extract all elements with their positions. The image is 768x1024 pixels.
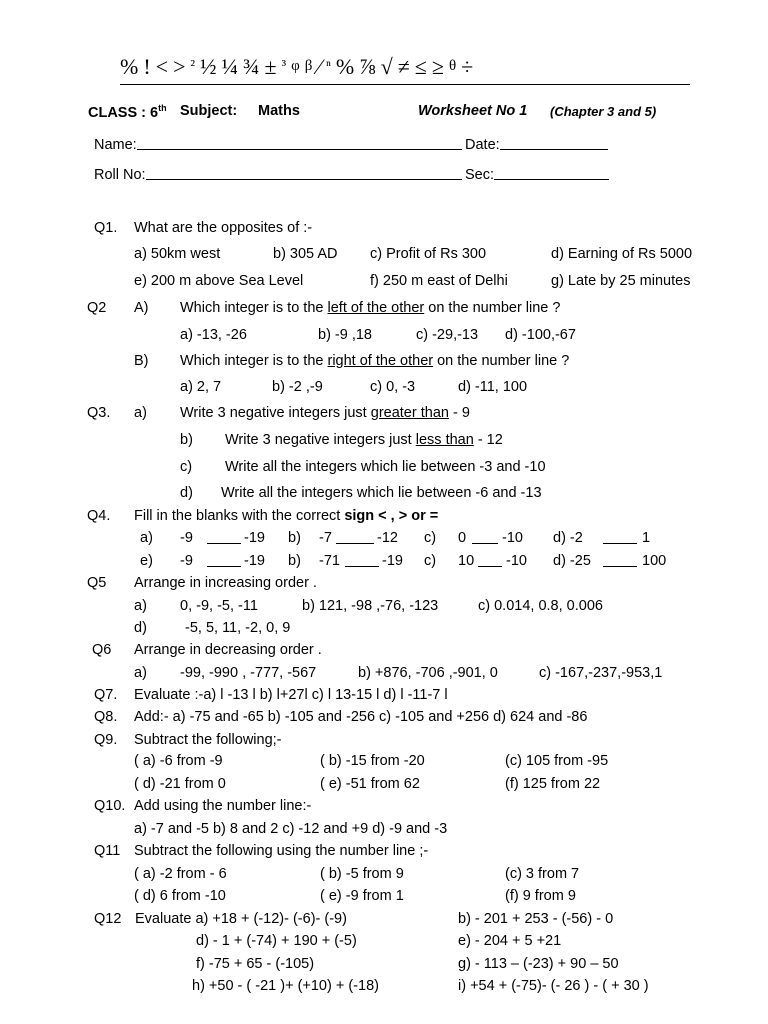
q2-number: Q2 [87,300,107,316]
q1-option-b: b) 305 AD [273,246,338,262]
q4-r2-d-right: 100 [642,553,667,569]
q6-a: -99, -990 , -777, -567 [180,665,317,681]
symbol-glyph: % [335,54,356,79]
q9-e: ( e) -51 from 62 [320,776,420,792]
symbol-glyph: % [120,54,140,79]
symbol-glyph: ¾ [243,54,261,79]
q4-r2-b-left: -71 [319,553,340,569]
q4-r2-c-right: -10 [506,553,527,569]
q5-text: Arrange in increasing order . [134,575,317,591]
subject-label: Subject: [180,103,238,119]
subject-value: Maths [258,103,300,119]
symbol-glyph: ≤ [414,54,428,79]
q9-b: ( b) -15 from -20 [320,753,425,769]
q1-option-a: a) 50km west [134,246,221,262]
q6-number: Q6 [92,642,112,658]
q7-text: Evaluate :-a) l -13 l b) l+27l c) l 13-15 l d) l -11-7 l [134,687,448,703]
q4-r1-c-right: -10 [502,530,523,546]
q3-b-text: Write 3 negative integers just less than - 12 [225,432,503,448]
q4-r1-b-label: b) [288,530,301,546]
roll-field: Roll No: [94,167,462,183]
q4-r2-e-blank [207,554,241,570]
symbol-glyph: ⁿ [326,58,332,74]
q5-d: -5, 5, 11, -2, 0, 9 [185,620,291,636]
q4-r2-c-left: 10 [458,553,475,569]
q1-option-g: g) Late by 25 minutes [551,273,691,289]
q3-d-text: Write all the integers which lie between -6 and -13 [221,485,542,501]
q9-text: Subtract the following;- [134,732,282,748]
q4-r1-a-right: -19 [244,530,265,546]
sec-field: Sec: [465,167,609,183]
q12-h: h) +50 - ( -21 )+ (+10) + (-18) [192,978,379,994]
q2-part-b-label: B) [134,353,149,369]
q10-sub: a) -7 and -5 b) 8 and 2 c) -12 and +9 d) -9 and -3 [134,821,448,837]
q1-option-f: f) 250 m east of Delhi [370,273,508,289]
q3-b-label: b) [180,432,193,448]
q2-b-option-a: a) 2, 7 [180,379,222,395]
symbol-glyph: ¼ [221,54,239,79]
q5-a: 0, -9, -5, -11 [180,598,258,614]
symbol-glyph: ⅞ [359,54,377,79]
q2-a-option-a: a) -13, -26 [180,327,247,343]
q4-r2-e-left: -9 [180,553,193,569]
q4-r1-a-label: a) [140,530,153,546]
q2-part-a-text: Which integer is to the left of the other on the number line ? [180,300,561,316]
q2-part-b-text: Which integer is to the right of the other on the number line ? [180,353,570,369]
q4-text: Fill in the blanks with the correct sign < , > or = [134,508,439,524]
symbol-glyph: ± [264,54,278,79]
q2-b-option-d: d) -11, 100 [458,379,528,395]
date-field: Date: [465,137,608,153]
q4-r1-d-blank [603,531,637,547]
symbol-glyph: > [173,54,187,79]
symbol-glyph: < [155,54,170,79]
q3-number: Q3. [87,405,111,421]
symbol-glyph: ² [190,58,196,74]
q2-b-option-b: b) -2 ,-9 [272,379,323,395]
q4-r1-d-right: 1 [642,530,651,546]
symbol-header [120,54,690,85]
q11-c: (c) 3 from 7 [505,866,580,882]
q2-b-option-c: c) 0, -3 [370,379,416,395]
q4-r1-c-blank [472,531,498,547]
symbol-glyph: ½ [200,54,218,79]
q4-r1-a-blank [207,531,241,547]
q2-a-option-c: c) -29,-13 [416,327,479,343]
q9-a: ( a) -6 from -9 [134,753,223,769]
symbol-glyph: β [304,58,314,74]
q12-number: Q12 [94,911,122,927]
q10-text: Add using the number line:- [134,798,312,814]
q1-option-e: e) 200 m above Sea Level [134,273,304,289]
name-field: Name: [94,137,462,153]
q11-a: ( a) -2 from - 6 [134,866,227,882]
q11-number: Q11 [94,843,121,859]
q4-r2-c-blank [478,554,502,570]
q6-a-label: a) [134,665,147,681]
q5-d-label: d) [134,620,147,636]
q2-part-a-label: A) [134,300,149,316]
q8-text: Add:- a) -75 and -65 b) -105 and -256 c) -105 and +256 d) 624 and -86 [134,709,588,725]
q3-a-text: Write 3 negative integers just greater than - 9 [180,405,470,421]
q4-r1-c-label: c) [424,530,437,546]
symbol-glyph: ≠ [397,54,411,79]
q8-number: Q8. [94,709,118,725]
q12-i: i) +54 + (-75)- (- 26 ) - ( + 30 ) [458,978,649,994]
q1-number: Q1. [94,220,118,236]
q12-d: d) - 1 + (-74) + 190 + (-5) [196,933,357,949]
q12-a: Evaluate a) +18 + (-12)- (-6)- (-9) [135,911,347,927]
q6-text: Arrange in decreasing order . [134,642,322,658]
q4-r2-b-blank [345,554,379,570]
q4-r1-b-left: -7 [319,530,332,546]
q4-r1-b-right: -12 [377,530,398,546]
q1-option-c: c) Profit of Rs 300 [370,246,487,262]
q5-b: b) 121, -98 ,-76, -123 [302,598,439,614]
q2-a-option-b: b) -9 ,18 [318,327,372,343]
q11-b: ( b) -5 from 9 [320,866,404,882]
q9-c: (c) 105 from -95 [505,753,609,769]
q5-c: c) 0.014, 0.8, 0.006 [478,598,603,614]
symbol-glyph: θ [448,58,458,74]
worksheet-label: Worksheet No 1 [418,103,528,119]
q12-b: b) - 201 + 253 - (-56) - 0 [458,911,614,927]
q4-r2-d-blank [603,554,637,570]
q9-d: ( d) -21 from 0 [134,776,226,792]
q4-number: Q4. [87,508,111,524]
q4-r2-e-label: e) [140,553,153,569]
symbol-glyph: ÷ [461,54,475,79]
q7-number: Q7. [94,687,118,703]
q12-g: g) - 113 – (-23) + 90 – 50 [458,956,619,972]
q9-f: (f) 125 from 22 [505,776,601,792]
q3-d-label: d) [180,485,193,501]
q6-b: b) +876, -706 ,-901, 0 [358,665,498,681]
q1-option-d: d) Earning of Rs 5000 [551,246,693,262]
symbol-glyph: φ [291,58,301,74]
q4-r1-d-left: d) -2 [553,530,583,546]
q4-r2-e-right: -19 [244,553,265,569]
q4-r1-a-left: -9 [180,530,193,546]
symbol-glyph: ≥ [431,54,445,79]
q5-a-label: a) [134,598,147,614]
q4-r1-c-left: 0 [458,530,467,546]
q2-a-option-d: d) -100,-67 [505,327,576,343]
q5-number: Q5 [87,575,107,591]
q12-f: f) -75 + 65 - (-105) [196,956,315,972]
class-label: CLASS : 6th [88,103,167,121]
q6-c: c) -167,-237,-953,1 [539,665,663,681]
q9-number: Q9. [94,732,118,748]
symbol-glyph: ⁄ [317,54,323,79]
q4-r2-b-right: -19 [382,553,403,569]
q4-r2-c-label: c) [424,553,437,569]
q11-e: ( e) -9 from 1 [320,888,404,904]
q3-a-label: a) [134,405,147,421]
q4-r2-b-label: b) [288,553,301,569]
symbol-glyph: ! [143,54,152,79]
q10-number: Q10. [94,798,126,814]
chapter-label: (Chapter 3 and 5) [550,104,657,119]
q3-c-text: Write all the integers which lie between -3 and -10 [225,459,546,475]
q12-e: e) - 204 + 5 +21 [458,933,562,949]
q1-text: What are the opposites of :- [134,220,313,236]
q4-r2-d-left: d) -25 [553,553,591,569]
q11-d: ( d) 6 from -10 [134,888,226,904]
symbol-glyph: ³ [281,58,288,74]
q11-f: (f) 9 from 9 [505,888,576,904]
q4-r1-b-blank [336,531,374,547]
q3-c-label: c) [180,459,193,475]
symbol-glyph: √ [380,54,394,79]
q11-text: Subtract the following using the number line ;- [134,843,429,859]
